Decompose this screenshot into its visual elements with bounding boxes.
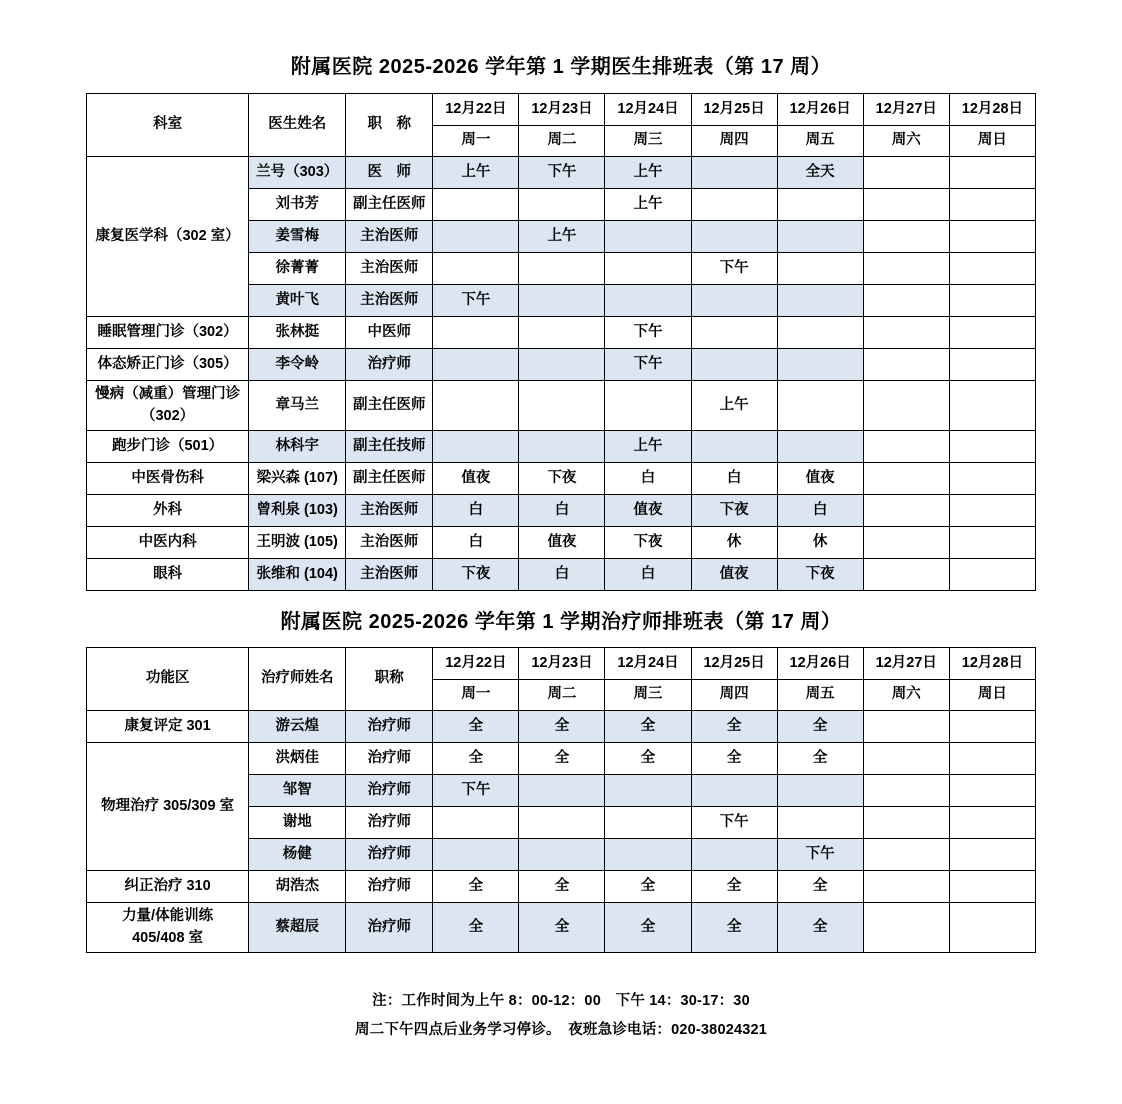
doctor-header-date-row	[87, 94, 1036, 126]
doctor-shift-cell-day-4: 白	[691, 463, 777, 495]
doctor-shift-cell-day-4: 下夜	[691, 495, 777, 527]
therapist-schedule-title: 附属医院 2025-2026 学年第 1 学期治疗师排班表（第 17 周）	[280, 611, 842, 633]
therapist-shift-cell-day-1: 下午	[433, 775, 519, 807]
doctor-dept-cell: 中医内科	[87, 527, 249, 559]
therapist-col-header-date-7: 12月28日	[949, 648, 1035, 680]
doctor-shift-cell-day-1	[433, 381, 519, 431]
doctor-shift-cell-day-6	[863, 431, 949, 463]
doctor-shift-cell-day-3	[605, 253, 691, 285]
doctor-shift-cell-day-3	[605, 381, 691, 431]
doctor-shift-cell-day-7	[949, 381, 1035, 431]
doctor-shift-cell-day-6	[863, 559, 949, 591]
therapist-header-date-row	[87, 648, 1036, 680]
doctor-shift-cell-day-5: 值夜	[777, 463, 863, 495]
therapist-shift-cell-day-6	[863, 871, 949, 903]
therapist-shift-cell-day-7	[949, 839, 1035, 871]
therapist-shift-cell-day-5: 全	[777, 871, 863, 903]
therapist-shift-cell-day-5: 全	[777, 711, 863, 743]
therapist-col-header-weekday-4: 周四	[691, 679, 777, 711]
therapist-shift-cell-day-3	[605, 839, 691, 871]
doctor-shift-cell-day-6	[863, 381, 949, 431]
doctor-shift-cell-day-4	[691, 285, 777, 317]
therapist-shift-cell-day-4: 全	[691, 903, 777, 953]
doctor-shift-cell-day-1: 白	[433, 527, 519, 559]
doctor-dept-cell: 中医骨伤科	[87, 463, 249, 495]
doctor-col-header-weekday-6: 周六	[863, 125, 949, 157]
doctor-shift-cell-day-2: 下夜	[519, 463, 605, 495]
doctor-dept-cell: 慢病（减重）管理门诊 （302）	[87, 381, 249, 431]
therapist-col-header-dept: 功能区	[87, 648, 249, 711]
doctor-shift-cell-day-2	[519, 381, 605, 431]
doctor-title-cell: 副主任医师	[346, 189, 433, 221]
therapist-shift-cell-day-2	[519, 775, 605, 807]
doctor-shift-cell-day-5: 休	[777, 527, 863, 559]
therapist-title-cell: 治疗师	[346, 743, 433, 775]
doctor-shift-cell-day-7	[949, 221, 1035, 253]
doctor-shift-cell-day-4	[691, 189, 777, 221]
doctor-name-cell: 曾利泉 (103)	[249, 495, 346, 527]
doctor-shift-cell-day-5: 下夜	[777, 559, 863, 591]
therapist-table-row	[87, 903, 1036, 953]
doctor-dept-cell: 跑步门诊（501）	[87, 431, 249, 463]
doctor-shift-cell-day-6	[863, 221, 949, 253]
doctor-shift-cell-day-3: 上午	[605, 189, 691, 221]
doctor-col-header-date-2: 12月23日	[519, 94, 605, 126]
doctor-dept-cell: 眼科	[87, 559, 249, 591]
doctor-shift-cell-day-4: 休	[691, 527, 777, 559]
doctor-name-cell: 兰号（303）	[249, 157, 346, 189]
therapist-table-body	[87, 711, 1036, 953]
therapist-shift-cell-day-3: 全	[605, 711, 691, 743]
therapist-shift-cell-day-5: 全	[777, 903, 863, 953]
doctor-col-header-title: 职 称	[346, 94, 433, 157]
therapist-shift-cell-day-2: 全	[519, 903, 605, 953]
therapist-name-cell: 邹智	[249, 775, 346, 807]
therapist-shift-cell-day-1: 全	[433, 711, 519, 743]
doctor-shift-cell-day-2: 值夜	[519, 527, 605, 559]
therapist-shift-cell-day-6	[863, 775, 949, 807]
doctor-col-header-weekday-2: 周二	[519, 125, 605, 157]
doctor-title-cell: 中医师	[346, 317, 433, 349]
doctor-shift-cell-day-7	[949, 157, 1035, 189]
doctor-dept-cell: 体态矫正门诊（305）	[87, 349, 249, 381]
doctor-shift-cell-day-3: 值夜	[605, 495, 691, 527]
doctor-shift-cell-day-6	[863, 495, 949, 527]
doctor-shift-cell-day-5	[777, 381, 863, 431]
therapist-name-cell: 游云煌	[249, 711, 346, 743]
therapist-shift-cell-day-7	[949, 903, 1035, 953]
doctor-shift-cell-day-1: 下午	[433, 285, 519, 317]
therapist-col-header-weekday-1: 周一	[433, 679, 519, 711]
therapist-shift-cell-day-4: 下午	[691, 807, 777, 839]
doctor-shift-cell-day-6	[863, 189, 949, 221]
doctor-shift-cell-day-3: 下午	[605, 349, 691, 381]
doctor-name-cell: 梁兴森 (107)	[249, 463, 346, 495]
therapist-dept-cell: 物理治疗 305/309 室	[87, 743, 249, 871]
doctor-table-row	[87, 157, 1036, 189]
therapist-table-row	[87, 871, 1036, 903]
doctor-shift-cell-day-5	[777, 189, 863, 221]
therapist-table-row	[87, 711, 1036, 743]
doctor-shift-cell-day-3: 白	[605, 559, 691, 591]
doctor-col-header-name: 医生姓名	[249, 94, 346, 157]
doctor-shift-cell-day-3: 下夜	[605, 527, 691, 559]
therapist-shift-cell-day-4	[691, 775, 777, 807]
doctor-col-header-weekday-4: 周四	[691, 125, 777, 157]
doctor-dept-cell: 外科	[87, 495, 249, 527]
therapist-table-head	[87, 648, 1036, 711]
doctor-shift-cell-day-2	[519, 285, 605, 317]
therapist-col-header-weekday-7: 周日	[949, 679, 1035, 711]
doctor-title-cell: 主治医师	[346, 253, 433, 285]
therapist-name-cell: 谢地	[249, 807, 346, 839]
doctor-col-header-date-3: 12月24日	[605, 94, 691, 126]
doctor-schedule-title: 附属医院 2025-2026 学年第 1 学期医生排班表（第 17 周）	[290, 56, 832, 78]
doctor-shift-cell-day-1	[433, 253, 519, 285]
therapist-table-row	[87, 743, 1036, 775]
therapist-title-cell: 治疗师	[346, 903, 433, 953]
therapist-shift-cell-day-5	[777, 807, 863, 839]
therapist-shift-cell-day-5: 全	[777, 743, 863, 775]
doctor-schedule-table	[86, 93, 1036, 591]
doctor-shift-cell-day-2: 上午	[519, 221, 605, 253]
doctor-dept-cell: 康复医学科（302 室）	[87, 157, 249, 317]
doctor-title-cell: 副主任医师	[346, 381, 433, 431]
therapist-shift-cell-day-2: 全	[519, 743, 605, 775]
doctor-name-cell: 章马兰	[249, 381, 346, 431]
doctor-shift-cell-day-5	[777, 221, 863, 253]
therapist-name-cell: 杨健	[249, 839, 346, 871]
therapist-shift-cell-day-1: 全	[433, 743, 519, 775]
doctor-shift-cell-day-7	[949, 349, 1035, 381]
doctor-shift-cell-day-4	[691, 349, 777, 381]
doctor-shift-cell-day-1: 上午	[433, 157, 519, 189]
doctor-dept-cell: 睡眠管理门诊（302）	[87, 317, 249, 349]
doctor-table-row	[87, 463, 1036, 495]
doctor-shift-cell-day-1	[433, 317, 519, 349]
doctor-shift-cell-day-7	[949, 495, 1035, 527]
therapist-shift-cell-day-7	[949, 807, 1035, 839]
therapist-title-cell: 治疗师	[346, 711, 433, 743]
doctor-shift-cell-day-4	[691, 157, 777, 189]
therapist-title-cell: 治疗师	[346, 839, 433, 871]
therapist-shift-cell-day-4	[691, 839, 777, 871]
doctor-table-row	[87, 431, 1036, 463]
doctor-col-header-weekday-5: 周五	[777, 125, 863, 157]
therapist-name-cell: 胡浩杰	[249, 871, 346, 903]
doctor-col-header-dept: 科室	[87, 94, 249, 157]
doctor-title-cell: 主治医师	[346, 527, 433, 559]
therapist-col-header-date-6: 12月27日	[863, 648, 949, 680]
doctor-name-cell: 王明波 (105)	[249, 527, 346, 559]
doctor-table-row	[87, 527, 1036, 559]
therapist-shift-cell-day-2: 全	[519, 711, 605, 743]
therapist-shift-cell-day-2	[519, 807, 605, 839]
doctor-table-row	[87, 349, 1036, 381]
doctor-shift-cell-day-6	[863, 527, 949, 559]
doctor-shift-cell-day-3: 上午	[605, 431, 691, 463]
doctor-col-header-date-4: 12月25日	[691, 94, 777, 126]
doctor-col-header-date-1: 12月22日	[433, 94, 519, 126]
doctor-shift-cell-day-1	[433, 431, 519, 463]
therapist-shift-cell-day-3: 全	[605, 871, 691, 903]
doctor-shift-cell-day-1	[433, 349, 519, 381]
doctor-col-header-date-7: 12月28日	[949, 94, 1035, 126]
doctor-shift-cell-day-6	[863, 253, 949, 285]
therapist-schedule-wrapper	[86, 647, 1036, 953]
doctor-shift-cell-day-6	[863, 463, 949, 495]
therapist-col-header-weekday-5: 周五	[777, 679, 863, 711]
doctor-name-cell: 黄叶飞	[249, 285, 346, 317]
doctor-shift-cell-day-2	[519, 431, 605, 463]
doctor-shift-cell-day-1: 白	[433, 495, 519, 527]
therapist-shift-cell-day-3: 全	[605, 903, 691, 953]
therapist-shift-cell-day-3: 全	[605, 743, 691, 775]
footnote-emergency-contact: 周二下午四点后业务学习停诊。 夜班急诊电话：020-38024321	[354, 1022, 768, 1038]
footnotes	[0, 987, 1122, 1045]
therapist-shift-cell-day-6	[863, 807, 949, 839]
doctor-table-row	[87, 317, 1036, 349]
doctor-title-cell: 主治医师	[346, 221, 433, 253]
doctor-shift-cell-day-1: 值夜	[433, 463, 519, 495]
doctor-schedule-wrapper	[86, 93, 1036, 591]
doctor-shift-cell-day-5	[777, 349, 863, 381]
therapist-title-cell: 治疗师	[346, 871, 433, 903]
therapist-col-header-date-5: 12月26日	[777, 648, 863, 680]
doctor-name-cell: 刘书芳	[249, 189, 346, 221]
doctor-table-body	[87, 157, 1036, 591]
therapist-title-cell: 治疗师	[346, 775, 433, 807]
therapist-shift-cell-day-4: 全	[691, 871, 777, 903]
doctor-col-header-weekday-3: 周三	[605, 125, 691, 157]
therapist-shift-cell-day-3	[605, 775, 691, 807]
doctor-col-header-date-6: 12月27日	[863, 94, 949, 126]
therapist-shift-cell-day-6	[863, 743, 949, 775]
doctor-title-cell: 治疗师	[346, 349, 433, 381]
therapist-shift-cell-day-4: 全	[691, 711, 777, 743]
footnote-working-hours: 注：工作时间为上午 8：00-12：00 下午 14：30-17：30	[372, 993, 750, 1009]
therapist-shift-cell-day-7	[949, 711, 1035, 743]
therapist-dept-cell: 康复评定 301	[87, 711, 249, 743]
doctor-shift-cell-day-5	[777, 285, 863, 317]
therapist-shift-cell-day-2	[519, 839, 605, 871]
therapist-shift-cell-day-7	[949, 743, 1035, 775]
therapist-col-header-weekday-6: 周六	[863, 679, 949, 711]
doctor-table-row	[87, 559, 1036, 591]
doctor-table-row	[87, 495, 1036, 527]
doctor-shift-cell-day-5: 白	[777, 495, 863, 527]
therapist-name-cell: 洪炳佳	[249, 743, 346, 775]
doctor-shift-cell-day-2	[519, 349, 605, 381]
doctor-shift-cell-day-7	[949, 559, 1035, 591]
doctor-shift-cell-day-3: 上午	[605, 157, 691, 189]
doctor-shift-cell-day-1	[433, 221, 519, 253]
doctor-title-cell: 副主任医师	[346, 463, 433, 495]
therapist-shift-cell-day-5: 下午	[777, 839, 863, 871]
therapist-shift-cell-day-2: 全	[519, 871, 605, 903]
doctor-shift-cell-day-7	[949, 431, 1035, 463]
doctor-shift-cell-day-2: 下午	[519, 157, 605, 189]
doctor-shift-cell-day-5	[777, 253, 863, 285]
doctor-shift-cell-day-3	[605, 285, 691, 317]
doctor-col-header-date-5: 12月26日	[777, 94, 863, 126]
doctor-shift-cell-day-5: 全天	[777, 157, 863, 189]
doctor-shift-cell-day-4	[691, 431, 777, 463]
doctor-name-cell: 张维和 (104)	[249, 559, 346, 591]
doctor-name-cell: 姜雪梅	[249, 221, 346, 253]
therapist-title-cell: 治疗师	[346, 807, 433, 839]
therapist-col-header-weekday-2: 周二	[519, 679, 605, 711]
doctor-shift-cell-day-7	[949, 285, 1035, 317]
doctor-shift-cell-day-2	[519, 317, 605, 349]
doctor-shift-cell-day-5	[777, 431, 863, 463]
doctor-shift-cell-day-7	[949, 253, 1035, 285]
therapist-col-header-date-4: 12月25日	[691, 648, 777, 680]
therapist-shift-cell-day-5	[777, 775, 863, 807]
doctor-shift-cell-day-2: 白	[519, 495, 605, 527]
doctor-name-cell: 张林挺	[249, 317, 346, 349]
doctor-table-head	[87, 94, 1036, 157]
doctor-shift-cell-day-1: 下夜	[433, 559, 519, 591]
doctor-shift-cell-day-4: 上午	[691, 381, 777, 431]
doctor-col-header-weekday-1: 周一	[433, 125, 519, 157]
doctor-shift-cell-day-2: 白	[519, 559, 605, 591]
doctor-shift-cell-day-4	[691, 317, 777, 349]
doctor-shift-cell-day-4	[691, 221, 777, 253]
doctor-shift-cell-day-3: 白	[605, 463, 691, 495]
therapist-shift-cell-day-1	[433, 839, 519, 871]
doctor-shift-cell-day-7	[949, 317, 1035, 349]
doctor-shift-cell-day-6	[863, 317, 949, 349]
doctor-col-header-weekday-7: 周日	[949, 125, 1035, 157]
doctor-shift-cell-day-3: 下午	[605, 317, 691, 349]
doctor-shift-cell-day-3	[605, 221, 691, 253]
doctor-table-row	[87, 381, 1036, 431]
doctor-shift-cell-day-6	[863, 157, 949, 189]
therapist-col-header-date-1: 12月22日	[433, 648, 519, 680]
doctor-shift-cell-day-6	[863, 349, 949, 381]
therapist-dept-cell: 力量/体能训练 405/408 室	[87, 903, 249, 953]
therapist-shift-cell-day-6	[863, 711, 949, 743]
doctor-shift-cell-day-7	[949, 189, 1035, 221]
therapist-shift-cell-day-7	[949, 871, 1035, 903]
therapist-shift-cell-day-6	[863, 903, 949, 953]
therapist-col-header-date-3: 12月24日	[605, 648, 691, 680]
therapist-name-cell: 蔡超辰	[249, 903, 346, 953]
therapist-shift-cell-day-7	[949, 775, 1035, 807]
doctor-shift-cell-day-4: 下午	[691, 253, 777, 285]
therapist-col-header-name: 治疗师姓名	[249, 648, 346, 711]
therapist-shift-cell-day-3	[605, 807, 691, 839]
therapist-shift-cell-day-4: 全	[691, 743, 777, 775]
doctor-title-cell: 主治医师	[346, 495, 433, 527]
doctor-title-cell: 医 师	[346, 157, 433, 189]
therapist-shift-cell-day-1: 全	[433, 871, 519, 903]
doctor-shift-cell-day-7	[949, 463, 1035, 495]
therapist-shift-cell-day-6	[863, 839, 949, 871]
therapist-col-header-weekday-3: 周三	[605, 679, 691, 711]
doctor-name-cell: 徐菁菁	[249, 253, 346, 285]
therapist-col-header-title: 职称	[346, 648, 433, 711]
doctor-shift-cell-day-1	[433, 189, 519, 221]
doctor-title-cell: 主治医师	[346, 559, 433, 591]
doctor-name-cell: 林科宇	[249, 431, 346, 463]
therapist-col-header-date-2: 12月23日	[519, 648, 605, 680]
doctor-shift-cell-day-7	[949, 527, 1035, 559]
therapist-dept-cell: 纠正治疗 310	[87, 871, 249, 903]
therapist-schedule-table	[86, 647, 1036, 953]
therapist-shift-cell-day-1	[433, 807, 519, 839]
doctor-shift-cell-day-6	[863, 285, 949, 317]
doctor-shift-cell-day-4: 值夜	[691, 559, 777, 591]
doctor-shift-cell-day-2	[519, 189, 605, 221]
doctor-title-cell: 主治医师	[346, 285, 433, 317]
doctor-name-cell: 李令岭	[249, 349, 346, 381]
doctor-shift-cell-day-2	[519, 253, 605, 285]
doctor-title-cell: 副主任技师	[346, 431, 433, 463]
doctor-shift-cell-day-5	[777, 317, 863, 349]
therapist-shift-cell-day-1: 全	[433, 903, 519, 953]
